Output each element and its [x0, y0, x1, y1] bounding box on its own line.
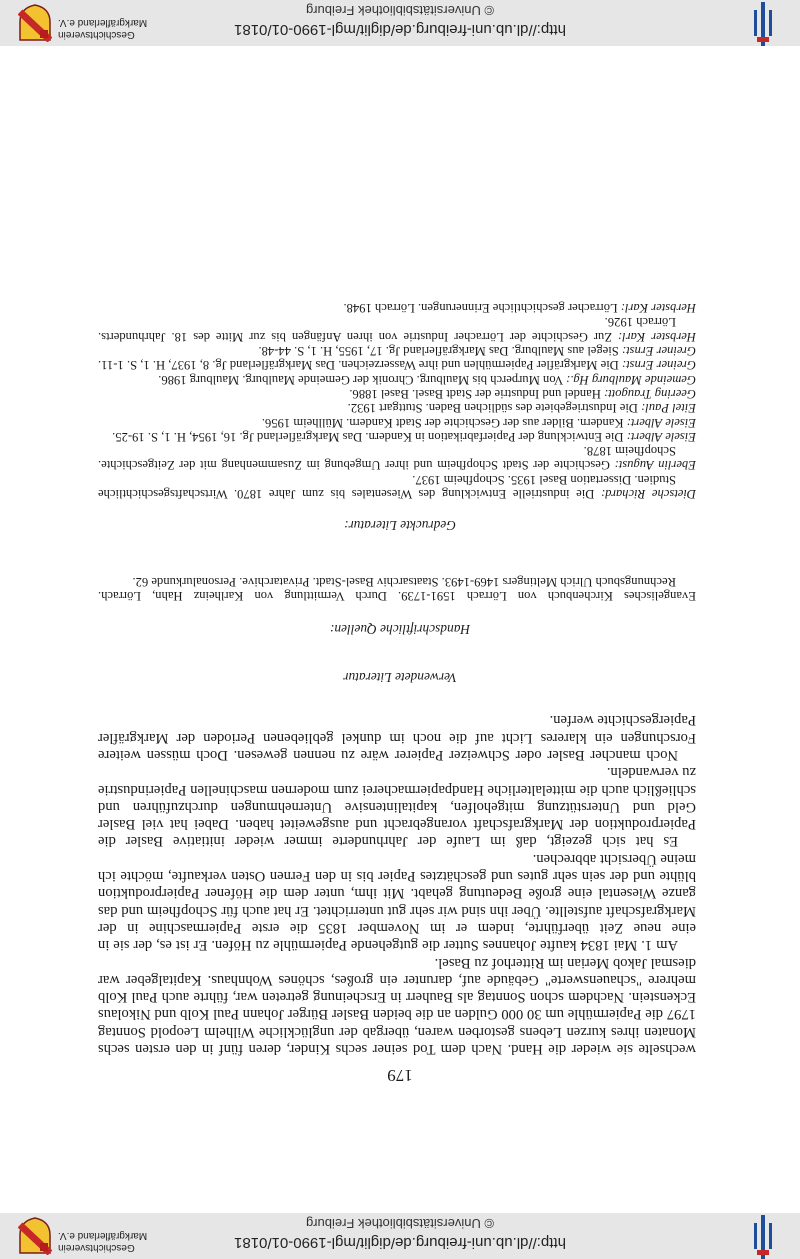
society-name-line-1: Geschichtsverein [58, 29, 135, 40]
coat-of-arms-icon [18, 1217, 52, 1255]
copyright-notice: © Universitätsbibliothek Freiburg [305, 3, 495, 18]
bibliography-entry [98, 315, 696, 344]
viewer-footer-bar [0, 1213, 800, 1259]
body-text [98, 711, 696, 1057]
entry-author: Greiner Ernst: [621, 344, 696, 359]
entry-author: Herbster Karl: [620, 301, 696, 316]
manuscript-sources-heading: Handschriftliche Quellen: [329, 622, 471, 637]
entry-text: Die Markgräfler Papiermühlen und ihre Wasserzeichen. Das Markgräflerland Jg. 8, 1937, H. 1, S. 1-11. [98, 358, 622, 373]
entry-text: Die Industriegebiete des südlichen Baden. Stuttgart 1932. [347, 401, 642, 416]
society-name-line-1: Geschichtsverein [58, 1242, 135, 1253]
body-paragraph: Am 1. Mai 1834 kaufte Johannes Sutter die gutgehende Papiermühle zu Höfen. Er ist es, der sie in eine neue Zeit überführte, indem er im November 1835 die erste Papiermaschine in der Markgrafschaft aufstellte. Über ihn sind wir sehr gut unterrichtet. Er hat auch für Schopfheim und das ganze Wiesental eine große Bedeutung gehabt. Mit ihm, unter dem die Höfener Papierproduktion blühte und der sein sehr gutes und geschätztes Papier bis in den Fernen Osten verkaufte, möchte ich meine Übersicht abbrechen. [98, 850, 696, 954]
entry-text: Geschichte der Stadt Schopfheim und ihrer Umgebung im Zusammenhang mit der Zeitgeschichte. Schopfheim 1878. [97, 444, 676, 473]
entry-text: Lörracher geschichtliche Erinnerungen. Lörrach 1948. [343, 301, 621, 316]
society-name-line-2: Markgräflerland e.V. [58, 17, 148, 28]
copyright-notice: © Universitätsbibliothek Freiburg [305, 1216, 495, 1231]
entry-author: Eisele Albert: [626, 429, 696, 444]
coat-of-arms-icon [18, 4, 52, 42]
body-paragraph: Es hat sich gezeigt, daß im Laufe der Jahrhunderte immer wieder initiative Basler die Papierproduktion der Markgrafschaft vorangebracht und ausgeweitet haben. Dabei hat viel Basler Geld und Unterstützung mitgeholfen, kapitalintensive Unternehmungen durchzuführen und schließlich auch die mittelalterliche Handpapiermacherei zum modernen maschinellen Papierindustrie zu verwandeln. [98, 764, 696, 850]
bibliography-entry [98, 372, 696, 386]
entry-author: Geering Traugott: [603, 386, 696, 401]
entry-author: Gemeinde Maulburg Hg.: [566, 372, 696, 387]
entry-author: Eisele Albert: [626, 415, 696, 430]
society-name-line-2: Markgräflerland e.V. [58, 1230, 148, 1241]
page-number: 179 [387, 1066, 413, 1085]
printed-literature-heading: Gedruckte Literatur: [344, 518, 456, 533]
document-url-link[interactable]: http://dl.ub.uni-freiburg.de/diglit/mgl-1990-01/0181 [234, 21, 566, 38]
bibliography-entry [98, 430, 696, 444]
body-paragraph: Noch mancher Basler oder Schweizer Papierer wäre zu nennen gewesen. Doch müssen weitere Forschungen ein klareres Licht auf die noch im dunkel gebliebenen Perioden der Markgräfler Papiergeschichte werfen. [98, 712, 696, 763]
body-paragraph: wechselte sie wieder die Hand. Nach dem Tod seiner sechs Kinder, deren fünf in den ersten sechs Monaten ihres kurzen Lebens gestorben waren, übergab der unglückliche Wilhelm Leopold Sonntag 1797 die Papiermühle um 30 000 Gulden an die beiden Basler Bürger Johann Paul Kolb und Nikolaus Eckenstein. Nachdem schon Sonntag als Bauherr in Erscheinung getreten war, führte auch Paul Kolb mehrere "schauenswerte" Gebäude auf, darunter ein großes, schönes Wohnhaus. Kapitalgeber war diesmal Jakob Merian im Ritterhof zu Basel. [98, 954, 696, 1057]
entry-text: Die industrielle Entwicklung des Wiesentales bis zum Jahre 1870. Wirtschaftsgeschichtliche Studien. Dissertation Basel 1935. Schopfheim 1937. [97, 472, 676, 501]
manuscript-sources-list [98, 574, 696, 603]
bibliography-entry [98, 472, 696, 501]
bibliography-entry [98, 415, 696, 429]
entry-text: Von Murperch bis Maulburg. Chronik der Gemeinde Maulburg. Maulburg 1986. [158, 372, 566, 387]
bibliography-entry [98, 358, 696, 372]
bibliography-entry [98, 401, 696, 415]
entry-author: Eberlin August: [614, 458, 696, 473]
entry-author: Herbster Karl: [617, 329, 696, 344]
entry-text: Handel und Industrie der Stadt Basel. Basel 1886. [349, 386, 604, 401]
entry-text: Kandern. Bilder aus der Geschichte der Stadt Kandern. Müllheim 1956. [261, 415, 627, 430]
society-name [58, 16, 147, 40]
society-name [58, 1229, 147, 1253]
entry-text: Zur Geschichte der Lörracher Industrie von ihren Anfängen bis zur Mitte des 18. Jahrhunderts. Lörrach 1926. [98, 315, 676, 344]
entry-author: Dietsche Richard: [601, 487, 696, 501]
entry-text: Evangelisches Kirchenbuch von Lörrach 1591-1739. Durch Vermittlung von Karlheinz Hahn, Lörrach. Rechnungsbuch Ulrich Meltingers 1469-1493. Staatsarchiv Basel-Stadt. Privatarchive. Personalurkunde 62. [98, 574, 696, 603]
bibliography-entry [98, 344, 696, 358]
bibliography-entry [98, 387, 696, 401]
bibliography-entry [98, 301, 696, 315]
entry-text: Siegel aus Maulburg. Das Markgräflerland Jg. 17, 1955, H. 1, S. 44-48. [258, 344, 622, 359]
entry-author: Eitel Paul: [641, 401, 696, 416]
document-url-link[interactable]: http://dl.ub.uni-freiburg.de/diglit/mgl-1990-01/0181 [234, 1234, 566, 1251]
printed-literature-list [98, 301, 696, 501]
entry-author: Greiner Ernst: [621, 358, 696, 373]
bibliography-entry [98, 574, 696, 603]
viewer-header-bar [0, 0, 800, 46]
literature-heading: Verwendete Literatur [343, 670, 457, 685]
entry-text: Die Entwicklung der Papierfabrikation in Kandern. Das Markgräflerland Jg. 16, 1954, H. 1, S. 19-25. [112, 429, 627, 444]
bibliography-entry [98, 444, 696, 473]
